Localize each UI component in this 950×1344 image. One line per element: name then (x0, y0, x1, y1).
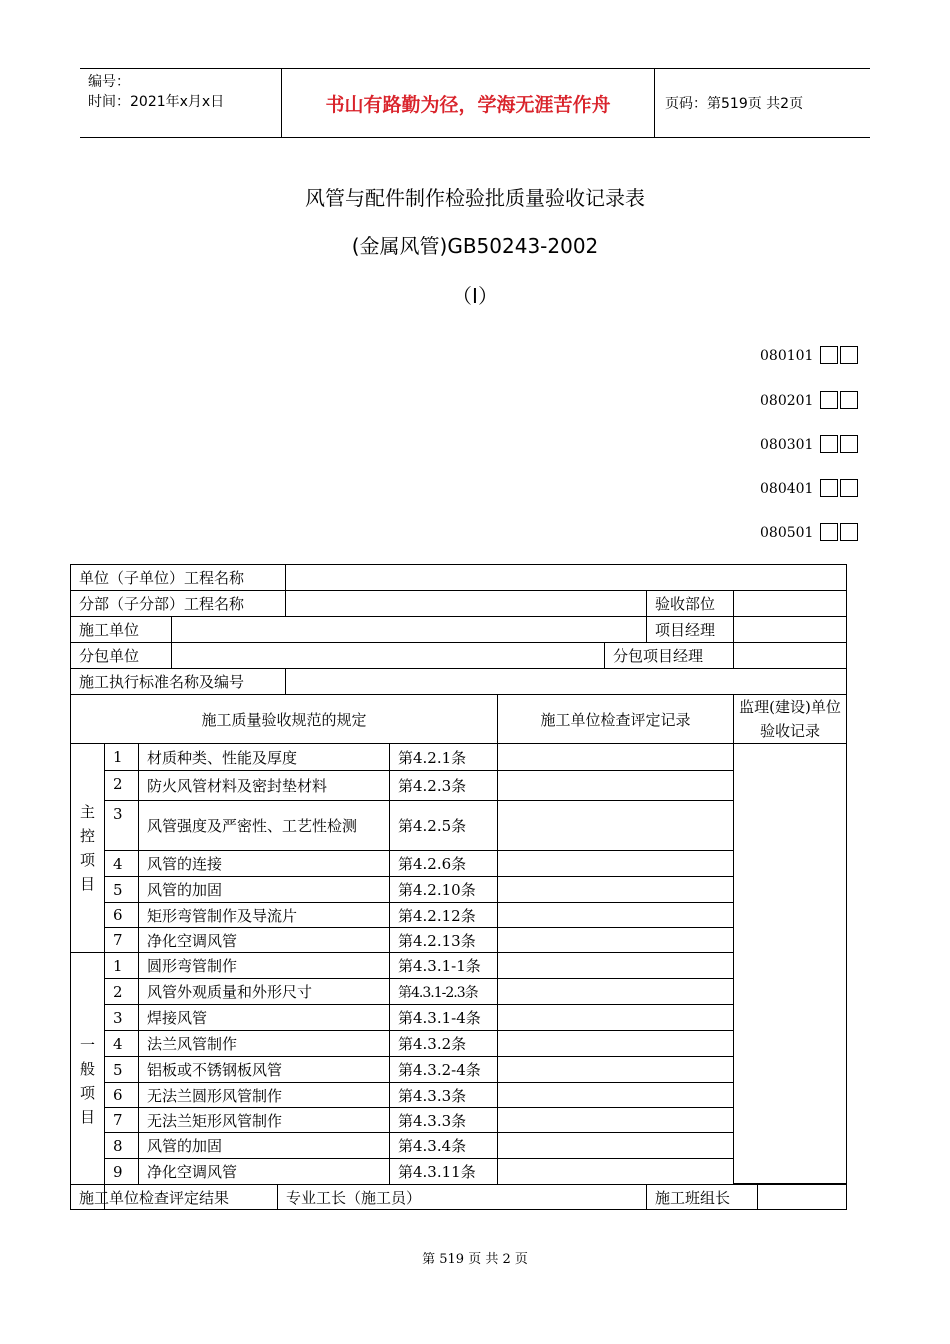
sub-pm-field[interactable] (733, 642, 847, 669)
pm-field[interactable] (733, 616, 847, 643)
item-clause: 第4.2.12条 (389, 902, 498, 928)
item-name: 无法兰圆形风管制作 (138, 1082, 390, 1108)
item-name: 无法兰矩形风管制作 (138, 1107, 390, 1133)
general-group-label: 一般项目 (70, 952, 105, 1210)
code-number: 080201 (760, 393, 814, 409)
time-label: 时间：2021年x月x日 (88, 94, 225, 110)
item-clause: 第4.3.1-1条 (389, 952, 498, 979)
item-name: 防火风管材料及密封垫材料 (138, 770, 390, 801)
item-clause: 第4.3.3条 (389, 1082, 498, 1108)
item-clause: 第4.2.3条 (389, 770, 498, 801)
item-check-field[interactable] (497, 1132, 734, 1159)
checkbox[interactable] (840, 391, 858, 409)
item-clause: 第4.2.6条 (389, 850, 498, 877)
item-no: 3 (104, 1004, 139, 1031)
supervise-record-field[interactable] (733, 743, 847, 1184)
item-check-field[interactable] (497, 800, 734, 851)
spec-header: 施工质量验收规范的规定 (70, 694, 498, 744)
item-clause: 第4.3.4条 (389, 1132, 498, 1159)
item-name: 净化空调风管 (138, 1158, 390, 1185)
sub-name-field[interactable] (285, 590, 647, 617)
code-row (760, 475, 858, 497)
checkbox[interactable] (840, 435, 858, 453)
item-name: 风管的连接 (138, 850, 390, 877)
team-leader-field[interactable] (757, 1184, 847, 1210)
code-number: 080501 (760, 525, 814, 541)
item-name: 风管强度及严密性、工艺性检测 (138, 800, 390, 851)
item-name: 材质种类、性能及厚度 (138, 743, 390, 771)
page-label: 页码：第519页 共2页 (665, 96, 804, 112)
item-check-field[interactable] (497, 1030, 734, 1057)
slogan: 书山有路勤为径，学海无涯苦作舟 (281, 69, 655, 137)
item-clause: 第4.2.13条 (389, 927, 498, 953)
item-no: 5 (104, 876, 139, 903)
item-check-field[interactable] (497, 927, 734, 953)
item-name: 圆形弯管制作 (138, 952, 390, 979)
item-check-field[interactable] (497, 876, 734, 903)
item-no: 6 (104, 1082, 139, 1108)
unit-name-field[interactable] (285, 564, 847, 591)
item-no: 1 (104, 743, 139, 771)
unit-name-label: 单位（子单位）工程名称 (70, 564, 286, 591)
checkbox[interactable] (820, 479, 838, 497)
item-no: 5 (104, 1056, 139, 1083)
code-row (760, 387, 858, 409)
item-name: 净化空调风管 (138, 927, 390, 953)
team-leader-label: 施工班组长 (646, 1184, 758, 1210)
item-name: 焊接风管 (138, 1004, 390, 1031)
code-row (760, 342, 858, 364)
code-row (760, 431, 858, 453)
pm-label: 项目经理 (646, 616, 734, 643)
item-clause: 第4.3.2-4条 (389, 1056, 498, 1083)
code-number: 080101 (760, 348, 814, 364)
item-no: 2 (104, 770, 139, 801)
accept-part-label: 验收部位 (646, 590, 734, 617)
item-check-field[interactable] (497, 1004, 734, 1031)
form-title: 风管与配件制作检验批质量验收记录表 (305, 186, 645, 210)
code-number: 080301 (760, 437, 814, 453)
checkbox[interactable] (840, 479, 858, 497)
constructor-field[interactable] (171, 616, 647, 643)
number-label: 编号： (88, 74, 130, 90)
code-row (760, 519, 858, 541)
item-check-field[interactable] (497, 952, 734, 979)
item-name: 矩形弯管制作及导流片 (138, 902, 390, 928)
item-name: 法兰风管制作 (138, 1030, 390, 1057)
checkbox[interactable] (840, 346, 858, 364)
item-no: 6 (104, 902, 139, 928)
checkbox[interactable] (820, 435, 838, 453)
item-clause: 第4.2.1条 (389, 743, 498, 771)
item-no: 1 (104, 952, 139, 979)
foreman-label: 专业工长（施工员） (277, 1184, 647, 1210)
item-check-field[interactable] (497, 1107, 734, 1133)
item-clause: 第4.2.5条 (389, 800, 498, 851)
item-no: 3 (104, 800, 139, 851)
item-name: 风管的加固 (138, 1132, 390, 1159)
checkbox[interactable] (820, 523, 838, 541)
item-no: 4 (104, 850, 139, 877)
item-check-field[interactable] (497, 1158, 734, 1185)
item-no: 2 (104, 978, 139, 1005)
item-clause: 第4.3.1-2.3条 (389, 978, 498, 1005)
item-check-field[interactable] (497, 743, 734, 771)
item-no: 8 (104, 1132, 139, 1159)
sub-pm-label: 分包项目经理 (604, 642, 734, 669)
item-clause: 第4.3.11条 (389, 1158, 498, 1185)
quality-record-table (70, 564, 847, 1210)
item-check-field[interactable] (497, 850, 734, 877)
item-name: 铝板或不锈钢板风管 (138, 1056, 390, 1083)
accept-part-field[interactable] (733, 590, 847, 617)
item-check-field[interactable] (497, 1082, 734, 1108)
result-label: 施工单位检查评定结果 (70, 1184, 278, 1210)
subcontract-field[interactable] (171, 642, 605, 669)
item-check-field[interactable] (497, 770, 734, 801)
item-check-field[interactable] (497, 902, 734, 928)
supervise-header: 监理(建设)单位验收记录 (733, 694, 847, 744)
item-no: 7 (104, 1107, 139, 1133)
item-clause: 第4.3.3条 (389, 1107, 498, 1133)
item-check-field[interactable] (497, 978, 734, 1005)
item-clause: 第4.3.2条 (389, 1030, 498, 1057)
page-footer: 第 519 页 共 2 页 (422, 1252, 528, 1267)
item-check-field[interactable] (497, 1056, 734, 1083)
constructor-label: 施工单位 (70, 616, 172, 643)
standard-label: 施工执行标准名称及编号 (70, 668, 286, 695)
checkbox[interactable] (840, 523, 858, 541)
check-header: 施工单位检查评定记录 (497, 694, 734, 744)
item-name: 风管的加固 (138, 876, 390, 903)
main-group-label: 主控项目 (70, 743, 105, 953)
sub-name-label: 分部（子分部）工程名称 (70, 590, 286, 617)
checkbox[interactable] (820, 346, 838, 364)
header-meta (80, 69, 281, 137)
subcontract-label: 分包单位 (70, 642, 172, 669)
form-roman-numeral: （Ⅰ） (452, 284, 498, 308)
document-header (80, 68, 870, 138)
item-no: 9 (104, 1158, 139, 1185)
checkbox[interactable] (820, 391, 838, 409)
code-number: 080401 (760, 481, 814, 497)
standard-field[interactable] (285, 668, 847, 695)
item-clause: 第4.2.10条 (389, 876, 498, 903)
item-no: 7 (104, 927, 139, 953)
item-name: 风管外观质量和外形尺寸 (138, 978, 390, 1005)
item-clause: 第4.3.1-4条 (389, 1004, 498, 1031)
item-no: 4 (104, 1030, 139, 1057)
form-subtitle: (金属风管)GB50243-2002 (351, 234, 599, 258)
